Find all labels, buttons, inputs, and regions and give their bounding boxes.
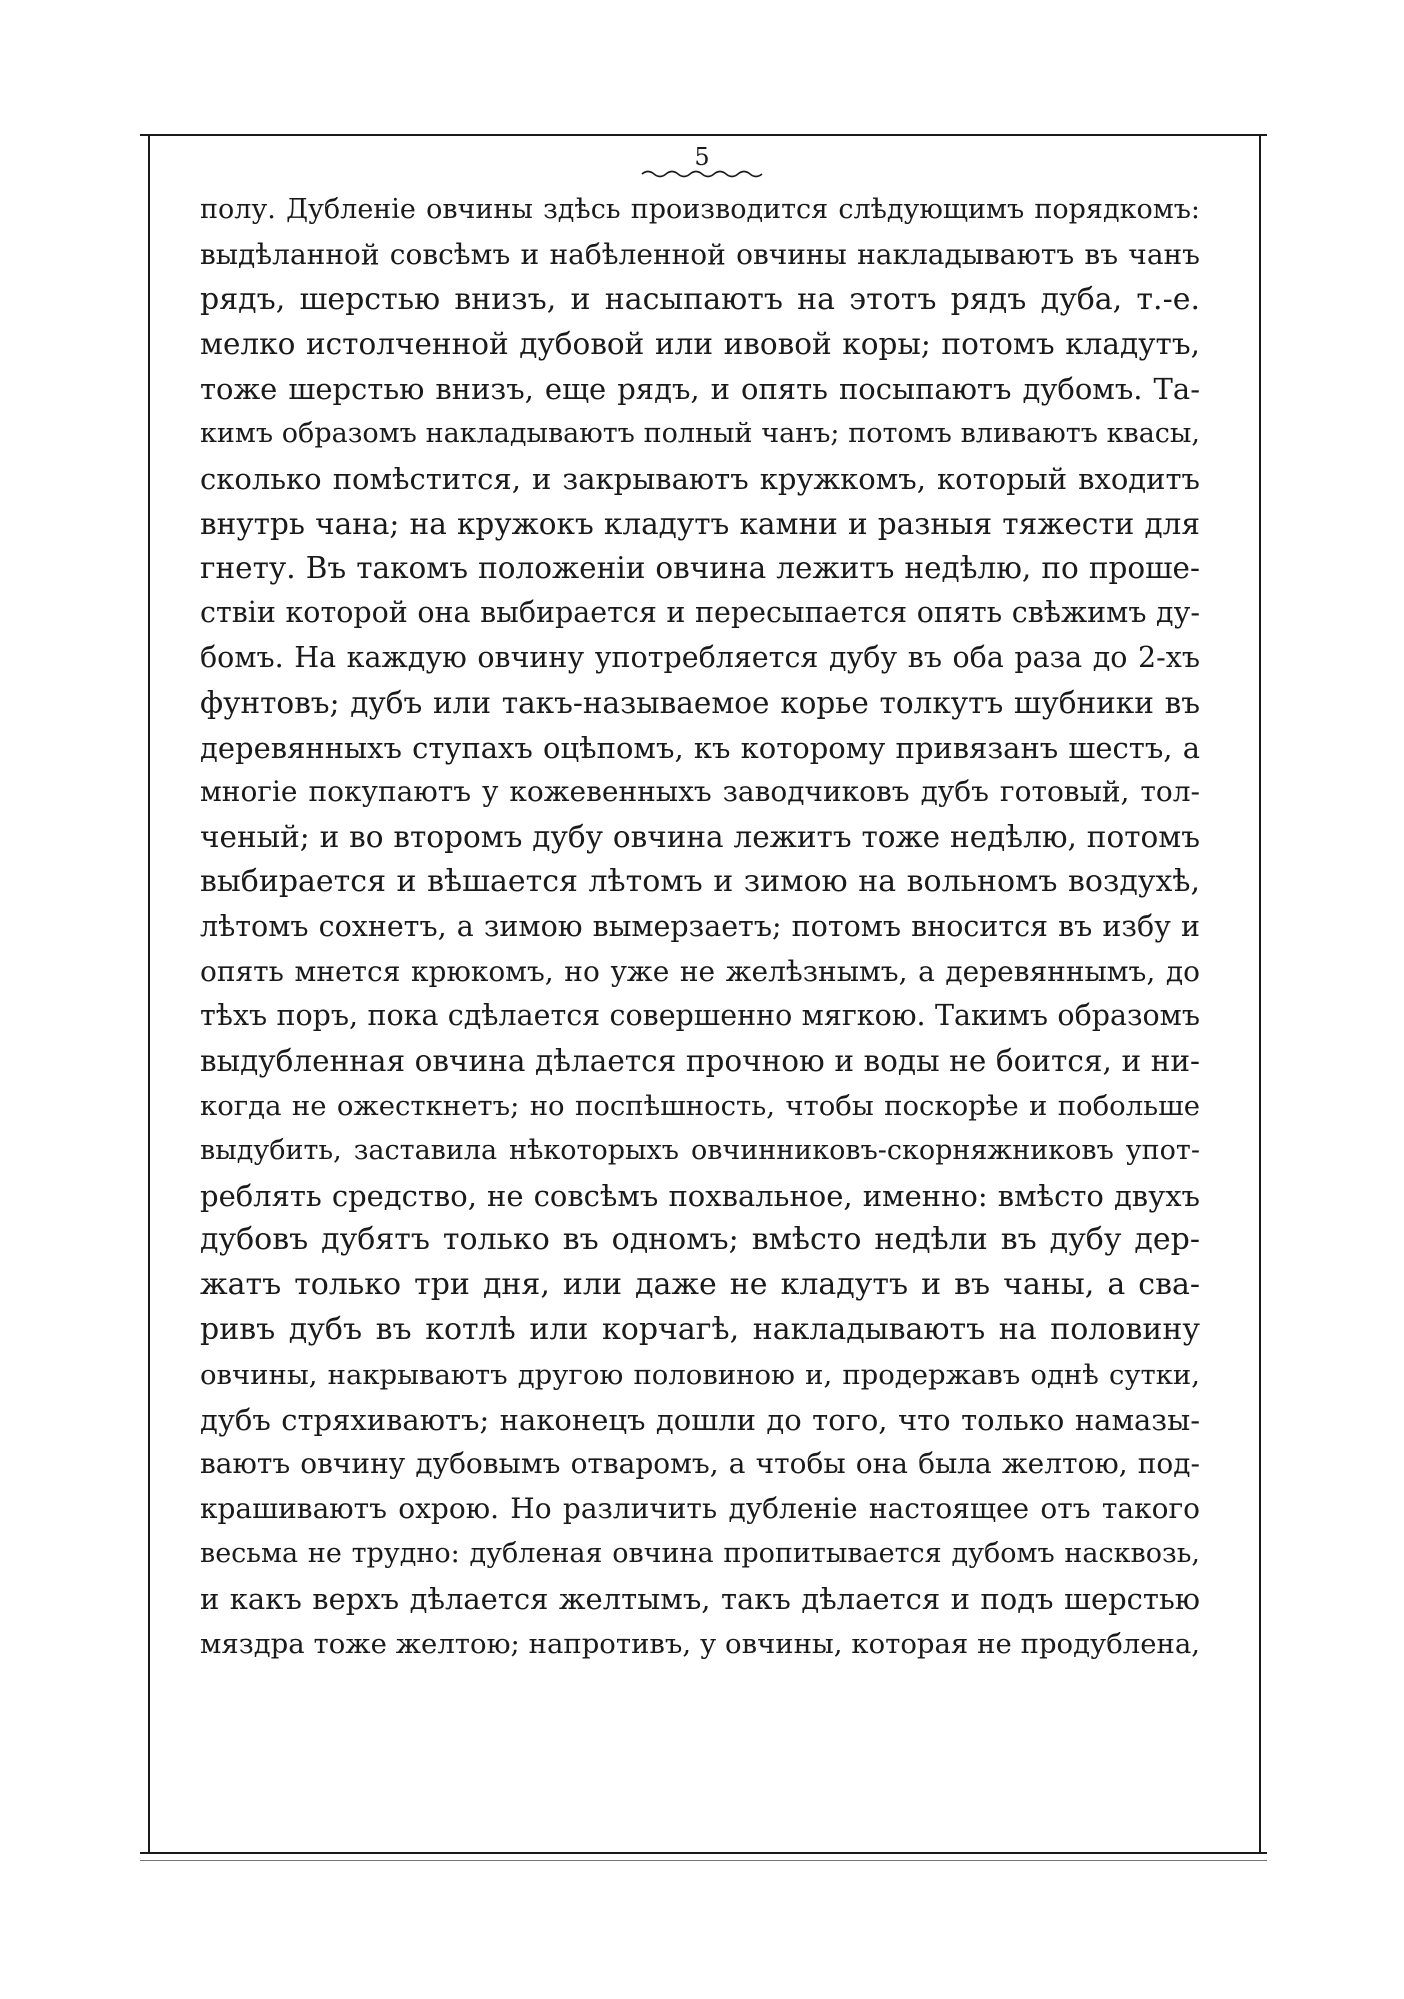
text-line: ченый; и во второмъ дубу овчина лежитъ тоже недѣлю, потомъ	[200, 820, 1200, 855]
text-line: жатъ только три дня, или даже не кладутъ и въ чаны, а сва-	[200, 1267, 1200, 1303]
text-line: ривъ дубъ въ котлѣ или корчагѣ, накладываютъ на половину	[200, 1311, 1200, 1347]
text-line: выдубленная овчина дѣлается прочною и воды не боится, и ни-	[200, 1044, 1200, 1079]
text-line: тѣхъ поръ, пока сдѣлается совершенно мягкою. Такимъ образомъ	[200, 999, 1200, 1033]
page-number: 5	[694, 143, 710, 171]
text-line: кимъ образомъ накладываютъ полный чанъ; потомъ вливаютъ квасы,	[200, 417, 1200, 449]
text-line: весьма не трудно: дубленая овчина пропитывается дубомъ насквозь,	[200, 1537, 1200, 1569]
text-line: сколько помѣстится, и закрываютъ кружкомъ, который входитъ	[200, 461, 1200, 496]
text-line: ствіи которой она выбирается и пересыпается опять свѣжимъ ду-	[200, 596, 1200, 630]
text-line: полу. Дубленіе овчины здѣсь производится слѣдующимъ порядкомъ:	[200, 194, 1200, 225]
page-number-ornament	[640, 168, 764, 180]
bottom-border-rule-thin	[140, 1860, 1267, 1861]
text-line: ваютъ овчину дубовымъ отваромъ, а чтобы она была желтою, под-	[200, 1447, 1200, 1481]
text-line: деревянныхъ ступахъ оцѣпомъ, къ которому привязанъ шестъ, а	[200, 730, 1200, 765]
text-line: мяздра тоже желтою; напротивъ, у овчины, которая не продублена,	[200, 1627, 1200, 1660]
text-line: и какъ верхъ дѣлается желтымъ, такъ дѣлается и подъ шерстью	[200, 1581, 1200, 1616]
text-line: рядъ, шерстью внизъ, и насыпаютъ на этотъ рядъ дуба, т.-е.	[200, 281, 1200, 317]
text-line: дубъ стряхиваютъ; наконецъ дошли до того, что только намазы-	[200, 1402, 1200, 1437]
right-border-rule	[1259, 136, 1261, 1852]
text-line: реблять средство, не совсѣмъ похвальное, именно: вмѣсто двухъ	[200, 1178, 1200, 1213]
text-line: выбирается и вѣшается лѣтомъ и зимою на вольномъ воздухѣ,	[200, 863, 1200, 899]
text-line: бомъ. На каждую овчину употребляется дубу въ оба раза до 2-хъ	[200, 640, 1200, 674]
top-border-rule	[140, 134, 1267, 136]
text-line: выдубить, заставила нѣкоторыхъ овчинниковъ-скорняжниковъ упот-	[200, 1134, 1200, 1166]
bottom-border-rule	[140, 1852, 1267, 1854]
text-line: многіе покупаютъ у кожевенныхъ заводчиковъ дубъ готовый, тол-	[200, 775, 1200, 809]
text-line: выдѣланной совсѣмъ и набѣленной овчины накладываютъ въ чанъ	[200, 237, 1200, 271]
text-line: опять мнется крюкомъ, но уже не желѣзнымъ, а деревяннымъ, до	[200, 954, 1200, 988]
text-line: дубовъ дубятъ только въ одномъ; вмѣсто недѣли въ дубу дер-	[200, 1222, 1200, 1258]
text-line: мелко истолченной дубовой или ивовой коры; потомъ кладутъ,	[200, 327, 1200, 362]
body-text	[200, 188, 1200, 1666]
text-line: крашиваютъ охрою. Но различить дубленіе настоящее отъ такого	[200, 1492, 1200, 1526]
text-line: лѣтомъ сохнетъ, а зимою вымерзаетъ; потомъ вносится въ избу и	[200, 909, 1200, 943]
text-line: фунтовъ; дубъ или такъ-называемое корье толкутъ шубники въ	[200, 685, 1200, 720]
text-line: гнету. Въ такомъ положеніи овчина лежитъ недѣлю, по проше-	[200, 551, 1200, 586]
text-line: тоже шерстью внизъ, еще рядъ, и опять посыпаютъ дубомъ. Та-	[200, 372, 1200, 407]
text-line: внутрь чана; на кружокъ кладутъ камни и разныя тяжести для	[200, 506, 1200, 541]
text-line: когда не ожесткнетъ; но поспѣшность, чтобы поскорѣе и побольше	[200, 1089, 1200, 1122]
text-line: овчины, накрываютъ другою половиною и, продержавъ однѣ сутки,	[200, 1358, 1200, 1391]
left-border-rule	[148, 136, 150, 1852]
